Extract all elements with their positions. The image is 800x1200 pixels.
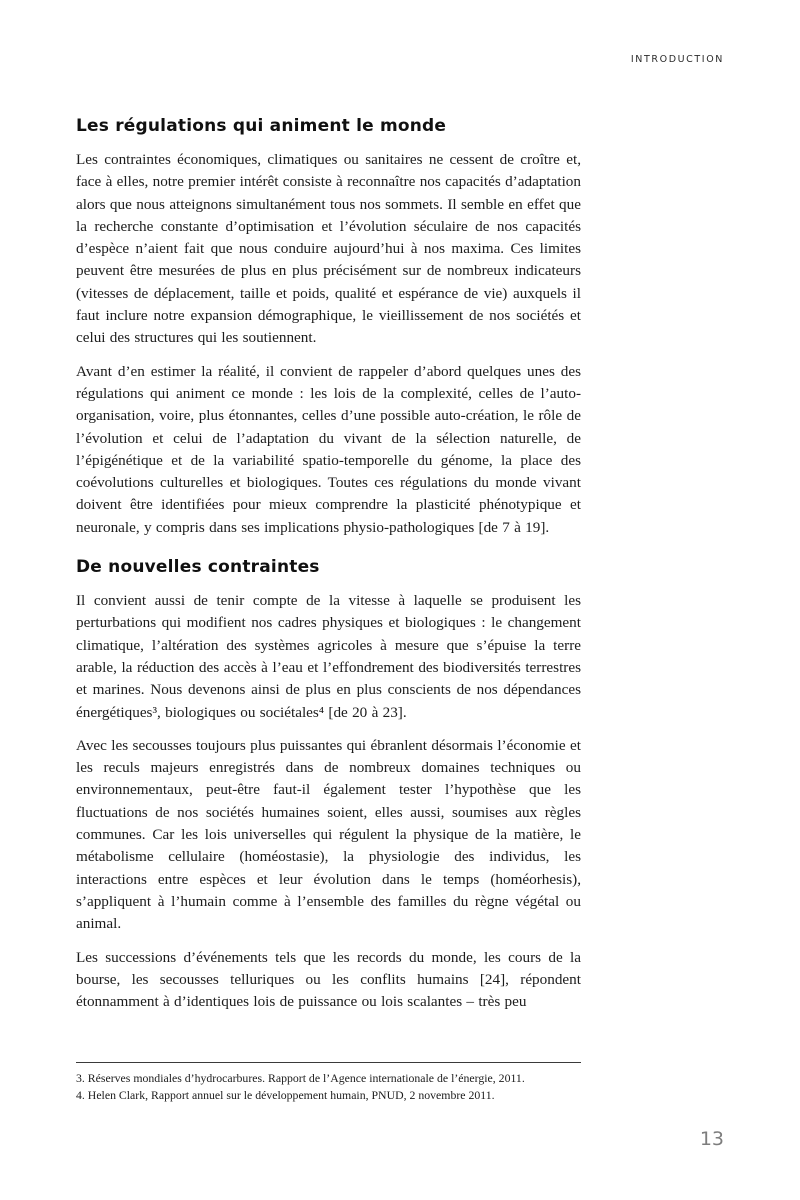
paragraph: Avec les secousses toujours plus puissantes qui ébranlent désormais l’économie et les reculs majeurs enregistrés dans de nombreux domaines techniques ou environnementaux, peut-être faut-il également tester l’hypothèse que les fluctuations de nos sociétés humaines soient, elles aussi, soumises aux règles communes. Car les lois universelles qui régulent la physique de la matière, le métabolisme cellulaire (homéostasie), la physiologie des individus, les interactions entre espèces et leur évolution dans le temps (homéorhesis), s’appliquent à l’humain comme à l’ensemble des familles du règne végétal ou animal.	[76, 736, 581, 933]
page-content	[76, 116, 581, 1031]
footnote-block	[76, 1062, 581, 1103]
section-regulations	[76, 116, 581, 539]
section-heading: De nouvelles contraintes	[76, 557, 320, 578]
section-heading: Les régulations qui animent le monde	[76, 116, 447, 136]
footnote: 3. Réserves mondiales d’hydrocarbures. Rapport de l’Agence internationale de l’énergie, 2011.	[76, 1071, 525, 1085]
paragraph: Les contraintes économiques, climatiques ou sanitaires ne cessent de croître et, face à elles, notre premier intérêt consiste à reconnaître nos capacités d’adaptation alors que nous atteignons simultanément tous nos sommets. Il semble en effet que la recherche constante d’optimisation et l’évolution séculaire de nos capacités d’espèce n’aient fait que nous conduire aujourd’hui à nos maxima. Ces limites peuvent être mesurées de plus en plus précisément sur de nombreux indicateurs (vitesses de déplacement, taille et poids, qualité et espérance de vie) auxquels il faut inclure notre expansion démographique, le vieillissement de nos sociétés et celui des structures qui les soutiennent.	[76, 151, 581, 347]
paragraph: Les successions d’événements tels que les records du monde, les cours de la bourse, les secousses telluriques ou les conflits humains [24], répondent étonnamment à d’identiques lois de puissance ou lois scalantes – très peu	[76, 948, 581, 1011]
paragraph: Avant d’en estimer la réalité, il convient de rappeler d’abord quelques unes des régulations qui animent ce monde : les lois de la complexité, celles de l’auto-organisation, voire, plus étonnantes, celles d’une possible auto-création, le rôle de l’évolution et celui de l’adaptation du vivant de la sélection naturelle, de l’épigénétique et de la variabilité spatio-temporelle du génome, la place des coévolutions culturelles et biologiques. Toutes ces régulations du monde vivant doivent être identifiées pour mieux comprendre la plasticité phénotypique et neuronale, y compris dans ses implications physio-pathologiques [de 7 à 19].	[76, 362, 581, 536]
running-head: INTRODUCTION	[630, 54, 724, 65]
paragraph: Il convient aussi de tenir compte de la vitesse à laquelle se produisent les perturbations qui modifient nos cadres physiques et biologiques : le changement climatique, l’altération des systèmes agricoles à mesure que s’épuise la terre arable, la réduction des accès à l’eau et l’effondrement des biodiversités terrestres et marines. Nous devenons ainsi de plus en plus conscients de nos dépendances énergétiques³, biologiques ou sociétales⁴ [de 20 à 23].	[76, 592, 581, 721]
section-contraintes	[76, 557, 581, 1013]
page-number: 13	[699, 1128, 724, 1150]
footnote: 4. Helen Clark, Rapport annuel sur le développement humain, PNUD, 2 novembre 2011.	[76, 1087, 495, 1102]
